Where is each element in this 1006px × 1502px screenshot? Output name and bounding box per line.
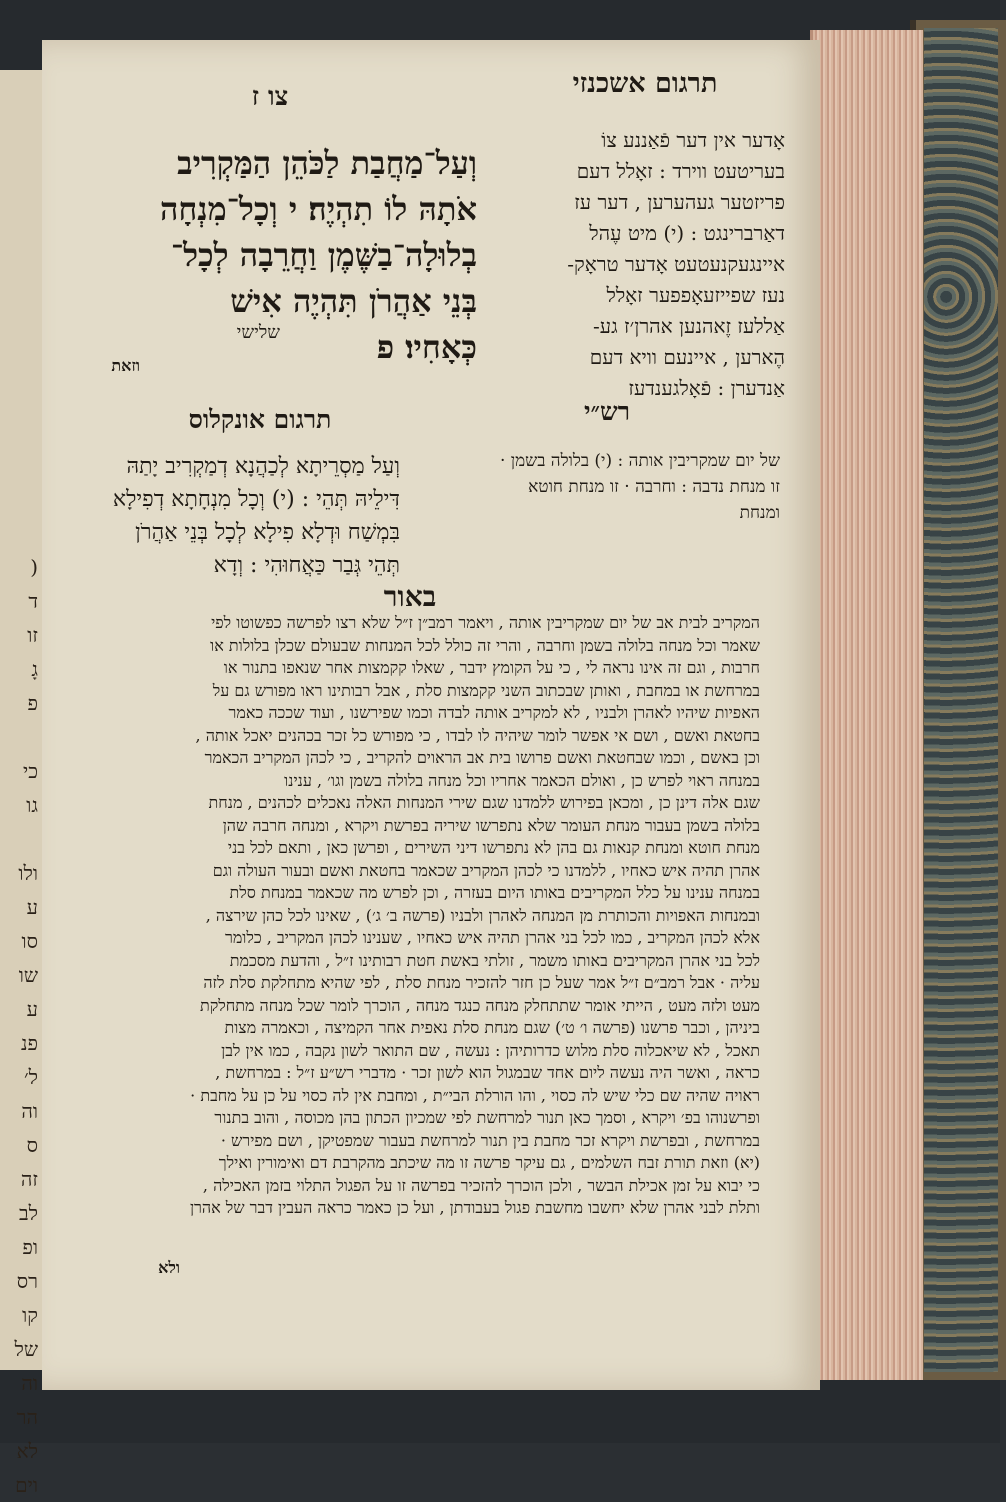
onkelos-line: תְּהֵי גְּבַר כַּאֲחוּהִי : וְדָא [213, 553, 400, 578]
rashi-title: רש״י [583, 397, 630, 426]
yiddish-line: אַללעז זֶאהנען אהרן׳ז גע- [593, 314, 785, 338]
header-title: תרגום אשכנזי [572, 68, 718, 99]
left-page-fragment: רס [16, 1269, 38, 1293]
torah-line: בְלוּלָה־בַשֶּׁמֶן וַחֲרֵבָה לְכָל־ [170, 236, 477, 274]
folio-number: צו ז [251, 82, 289, 112]
biur-line: ופרשנוהו בפ׳ ויקרא , וסמך כאן תנור למרחשת לפי שמכיון הכתון בהן מכוסה , והוב בתנור [214, 1108, 760, 1127]
left-page-fragment: ע [26, 997, 38, 1021]
biur-line: אלא לכהן המקריב , כמו לכל בני אהרן תהיה איש כאחיו , שענינו לכהן המקריב , כלומר [224, 928, 760, 947]
biur-line: ובמנחות האפויות והכותרת מן המנחה לאהרן ולבניו (פרשה ב׳ ג׳) , שאינו לכל כהן שירצה , [205, 905, 760, 925]
left-page-fragment: זה [20, 1167, 38, 1191]
biur-line: במנחה ענינו על כלל המקריבים באותו היום בעזרה , וכן לפרש מה שכאמר במנחת סלת [229, 883, 760, 902]
biur-line: עליה · אבל רמב״ם ז״ל אמר שעל כן חזר להזכיר מנחת סלת , לפי שהיא מתחלקת סלת לזה [203, 973, 760, 992]
left-page-edge [0, 70, 44, 1497]
biur-line: וכן באשם , וכמו שבחטאת ואשם פרושו בית אב הראוים להקריב , כי לכהן המקריב הכאמר [204, 748, 760, 767]
yiddish-line: אַנדערן : פֿאָלגענדעז [628, 376, 785, 400]
left-page-fragment: ( [30, 555, 38, 579]
biur-line: לכל בני אהרן המקריבים באותו משמר , זולתי באשת חטת רבותינו ז״ל , והדעת מסכמת [229, 950, 760, 970]
biur-line: כראה , ואשר היה נעשה ליום אחד שבמגול הוא לשון זכר · מדברי רש״ע ז״ל : במרחשת , [215, 1063, 760, 1082]
yiddish-line: הֶארען , איינעם וויא דעם [589, 345, 785, 369]
torah-catchword: וזאת [111, 356, 140, 375]
aliyah-marker: שלישי [236, 322, 280, 343]
biur-title: באור [383, 580, 437, 613]
left-page-fragment: לב [19, 1201, 38, 1225]
biur-line: מנחת חוטא ומנחת קנאות גם בהן לא נתפרשו דיני השירים , ופרשן כאן , ותאם לכל בני [227, 838, 760, 857]
left-page-fragment: פ [27, 691, 38, 715]
left-page-fragment: הר [16, 1405, 38, 1429]
left-page-fragment: פנ [21, 1031, 38, 1055]
biur-line: תאכל , לא שיאכלוה סלת מלוש כדרותיהן : נעשה , שם התואר לשון נקבה , כמו אין לבן [221, 1040, 760, 1060]
yiddish-line: בעריטעט ווירד : זאָלל דעם [576, 159, 785, 183]
rashi-commentary [405, 448, 780, 526]
left-page-fragment: ופ [22, 1235, 38, 1259]
biur-line: המקריב לבית אב של יום שמקריבין אותה , ויאמר רמב״ן ז״ל שלא רצו לפרשה כפשוטו לפי [211, 613, 760, 632]
biur-line: האפיות שיהיו לאהרן ולבניו , לא למקריב אותה לבדה וכמו שפירשנו , ועוד שככה כאמר [228, 703, 760, 722]
rashi-line: ומנחת [739, 503, 780, 523]
onkelos-line: דִּילֵיהּ תְּהֵי : (י) וְכָל מִנְחָתָא דְפִילָא [112, 487, 400, 512]
left-page-fragment: שו [18, 963, 38, 987]
biur-line: במנחה ראוי לפרש כן , ואולם הכאמר אחריו וכל מנחה בלולה בשמן וגו׳ , ענינו [284, 770, 760, 790]
biur-line: (יא) וזאת תורת זבח השלמים , גם עיקר פרשה זו מה שיכתב מהקרבת דם ואימורין ואילך [218, 1153, 760, 1172]
biur-line: ביניהן , וכבר פרשנו (פרשה ו׳ ט׳) שגם מנחת סלת נאפית אחר הקמיצה , וכאמרה מצות [224, 1018, 760, 1037]
biur-line: בלולה בשמן בעבור מנחת העומר שלא נתפרשו שיריה בפרשת ויקרא , ומנחה חרבה שהן [222, 815, 760, 835]
biur-line: במרחשת או במחבת , ואותן שבכתוב השני קקמצות סלת , אבל רבותינו ראו מפורש גם על [212, 680, 760, 700]
rashi-line: של יום שמקריבין אותה : (י) בלולה בשמן · [499, 451, 780, 471]
biur-line: שאמר וכל מנחה בלולה בשמן וחרבה , והרי זה כולל לכל המנחות שבעולם שכלן בלולות או [210, 635, 760, 655]
yiddish-line: דאַרברינגט : (י) מיט עֶהל [589, 221, 785, 245]
left-page-fragment: קו [22, 1303, 38, 1327]
left-page-fragment: ולו [18, 861, 38, 885]
onkelos-line: וְעַל מַסְרֵיתָא לְכַהֲנָא דְמַקְרִיב יָתַהּ [126, 454, 400, 479]
yiddish-line: נעז שפייזעאָפפער זאָלל [606, 283, 785, 307]
left-page-fragment: וה [21, 1371, 38, 1395]
yiddish-line: פריזטער געהערען , דער עז [574, 190, 785, 214]
biur-line: כי יבוא על זמן אכילת הבשר , ולכן הוכרך להזכיר בפרשה זו על הפגול התלוי בזמן האכילה , [202, 1175, 760, 1195]
yiddish-line: איינגעקנעטעט אָדער טראָק- [567, 252, 785, 276]
biur-line: במרחשת , ובפרשת ויקרא זכר מחבת בין תנור למרחשת בעבור שמפטיקן , ושם מפירש · [220, 1130, 760, 1150]
torah-line: אֹתָהּ לוֹ תִהְיֶה׃ י וְכָל־מִנְחָה [159, 190, 477, 228]
biur-line: שגם אלה דינן כן , ומכאן בפירוש ללמדנו שגם שירי המנחות האלה נאכלים לכהנים , מנחת [208, 793, 760, 812]
left-page-fragment: גָ [31, 657, 38, 681]
left-page-fragment: ע [26, 895, 38, 919]
left-page-fragment: ס [26, 1133, 38, 1157]
biur-line: חרבות , וגם זה אינו נראה לי , כי על הקומץ ידבר , שאלו קקמצות אחר שנאפו בתנור או [223, 658, 760, 677]
left-page-fragment: כי [22, 759, 38, 783]
book-cover-marbled [910, 20, 1006, 1380]
left-page-fragment: סו [21, 929, 38, 953]
yiddish-translation [480, 125, 785, 404]
onkelos-targum [70, 450, 400, 582]
biur-line: אהרן תהיה איש כאחיו , ללמדנו כי לכהן המקריב שכאמר בחטאת ואשם ובעור העולה וגם [212, 860, 760, 880]
left-page-fragment: גו [26, 793, 38, 817]
torah-line: כְּאָחִיו׃ פ [376, 328, 477, 366]
onkelos-title: תרגום אונקלוס [188, 405, 332, 434]
left-page-fragment: ל׳ [24, 1065, 38, 1089]
left-page-fragment: ד [28, 589, 38, 613]
rashi-line: זו מנחת נדבה : וחרבה · זו מנחת חוטא [528, 477, 780, 497]
page-edges [810, 30, 923, 1380]
torah-line: בְּנֵי אַהֲרֹן תִּהְיֶה אִישׁ [230, 282, 477, 320]
left-page-fragment: של [14, 1337, 38, 1361]
biur-line: מעט ולזה מעט , הייתי אומר שתתחלק מנחה כנגד מנחה , הוכרך לומר שכל מנחה מתחלקת [199, 995, 760, 1015]
biur-line: ותלת לבני אהרן שלא יחשבו מחשבת פגול בעבודתן , ועל כן כאמר כראה העבין דבר של אהרן [189, 1198, 760, 1217]
left-page-fragment: זו [27, 623, 38, 647]
left-page-fragment: וים [15, 1473, 38, 1497]
biur-line: ראויה שהיה שם כלי שיש לה כסוי , והו הורלת הבי״ת , ומחבת אין לה כסוי על כן על מחבת · [190, 1085, 760, 1105]
left-page-fragment: לא [16, 1439, 38, 1463]
onkelos-line: בִּמְשַׁח וּדְלָא פִילָא לְכָל בְּנֵי אַהֲרֹן [135, 520, 400, 545]
torah-line: וְעַל־מַחֲבַת לַכֹּהֵן הַמַּקְרִיב [177, 144, 477, 182]
biur-commentary [60, 612, 760, 1220]
catchword: ולא [158, 1258, 180, 1277]
yiddish-line: אָדער אין דער פֿאַננע צוֹ [601, 128, 785, 152]
left-page-fragment: וה [21, 1099, 38, 1123]
biur-line: בחטאת ואשם , ושם אי אפשר לומר שיהיה לו לבדו , כי מפורש כל זכר בכהנים יאכל אותה , [195, 725, 760, 745]
